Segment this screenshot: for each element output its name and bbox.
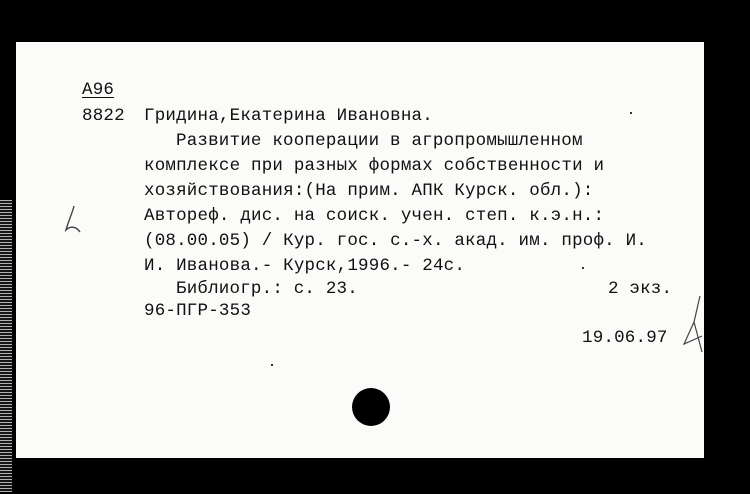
title-line: Развитие кооперации в агропромышленном bbox=[176, 131, 583, 151]
bibliography-note: Библиогр.: с. 23. bbox=[176, 279, 358, 299]
title-line: комплексе при разных формах собственности и bbox=[144, 156, 605, 176]
registration-number: 96-ПГР-353 bbox=[144, 301, 252, 321]
entry-date: 19.06.97 bbox=[582, 328, 668, 348]
title-line: И. Иванова.- Курск,1996.- 24с. bbox=[144, 256, 466, 276]
pencil-check-icon bbox=[680, 292, 704, 372]
author: Гридина,Екатерина Ивановна. bbox=[144, 106, 433, 126]
punch-hole-icon bbox=[352, 388, 390, 426]
scan-speck bbox=[630, 112, 632, 114]
scan-speck bbox=[271, 364, 273, 366]
title-line: Автореф. дис. на соиск. учен. степ. к.э.н.: bbox=[144, 206, 605, 226]
scan-margin-strip bbox=[0, 200, 12, 492]
pencil-mark-icon bbox=[60, 204, 88, 238]
inventory-number: 8822 bbox=[82, 106, 125, 126]
title-line: хозяйствования:(На прим. АПК Курск. обл.): bbox=[144, 181, 594, 201]
copies-count: 2 экз. bbox=[608, 279, 673, 299]
catalog-card bbox=[16, 42, 704, 458]
scan-speck bbox=[582, 267, 584, 269]
title-line: (08.00.05) / Кур. гос. с.-х. акад. им. проф. И. bbox=[144, 231, 647, 251]
shelf-mark: А96 bbox=[82, 80, 115, 100]
